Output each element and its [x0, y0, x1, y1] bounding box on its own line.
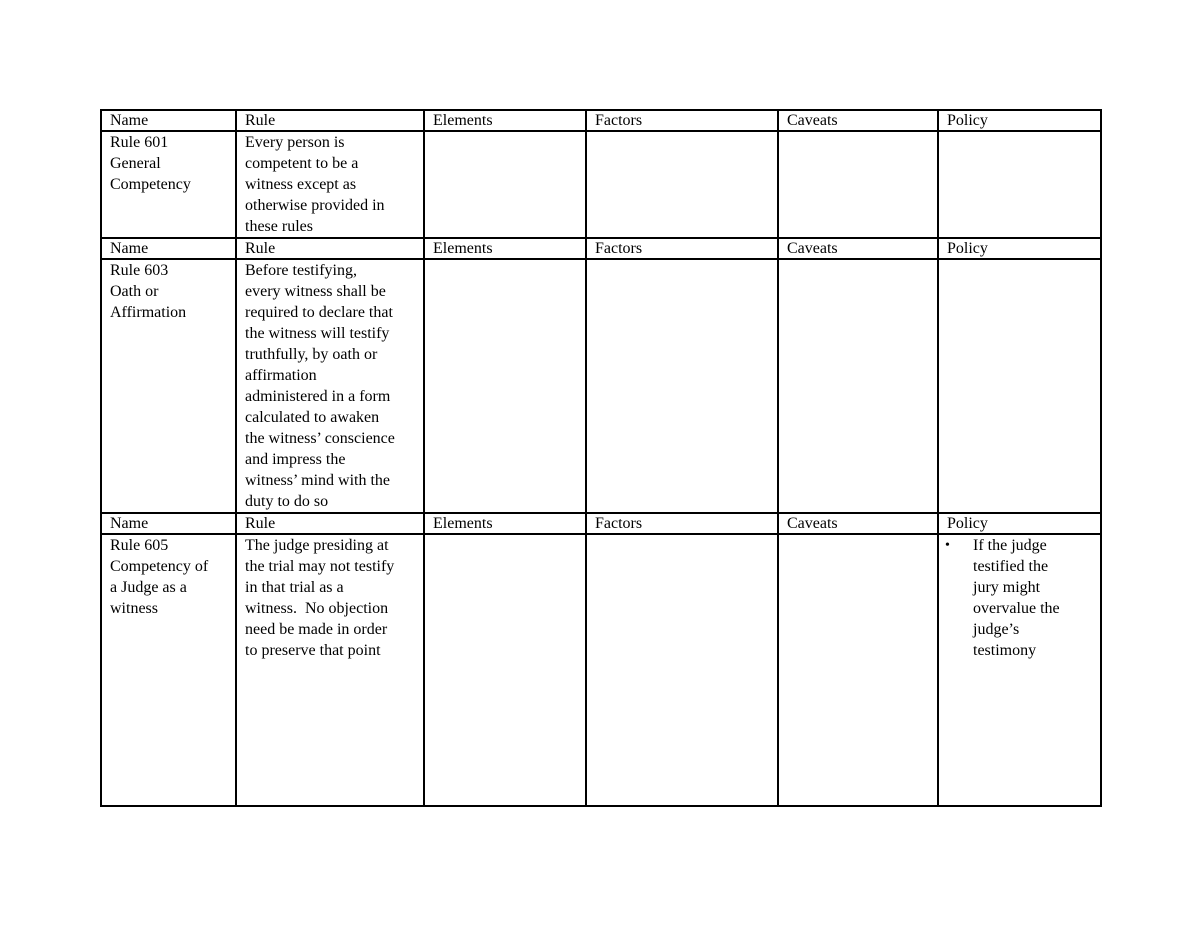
table-row — [101, 259, 1101, 513]
rule-text-line: every witness shall be — [245, 283, 386, 300]
rule-text-line: the witness’ conscience — [245, 430, 395, 447]
policy-cell — [938, 131, 1101, 238]
rule-text-line: witness except as — [245, 176, 357, 193]
caveats-cell — [778, 534, 938, 806]
rule-text-line: affirmation — [245, 367, 317, 384]
table-row — [101, 131, 1101, 238]
header-elements: Elements — [424, 238, 586, 259]
rule-text-line: need be made in order — [245, 621, 388, 638]
rule-name-line: Oath or — [110, 283, 159, 300]
header-row — [101, 513, 1101, 534]
header-caveats: Caveats — [778, 513, 938, 534]
header-name: Name — [101, 238, 236, 259]
header-policy: Policy — [938, 110, 1101, 131]
factors-cell — [586, 259, 778, 513]
policy-line: jury might — [973, 579, 1041, 596]
elements-cell — [424, 534, 586, 806]
policy-line: testimony — [973, 642, 1037, 659]
rule-text-line: competent to be a — [245, 155, 359, 172]
evidence-rules-table — [100, 109, 1102, 807]
rule-text-cell — [236, 534, 424, 806]
header-row — [101, 238, 1101, 259]
header-elements: Elements — [424, 513, 586, 534]
rule-text-line: and impress the — [245, 451, 346, 468]
policy-line: testified the — [973, 558, 1049, 575]
bullet-icon: • — [945, 538, 950, 553]
header-factors: Factors — [586, 238, 778, 259]
header-policy: Policy — [938, 238, 1101, 259]
header-rule: Rule — [236, 238, 424, 259]
policy-line: judge’s — [973, 621, 1020, 638]
rule-name-line: Rule 603 — [110, 262, 169, 279]
elements-cell — [424, 259, 586, 513]
table-row — [101, 534, 1101, 806]
header-policy: Policy — [938, 513, 1101, 534]
header-caveats: Caveats — [778, 238, 938, 259]
rule-text-line: duty to do so — [245, 493, 329, 510]
header-rule: Rule — [236, 110, 424, 131]
caveats-cell — [778, 131, 938, 238]
rule-text-line: administered in a form — [245, 388, 391, 405]
rule-name-line: Competency of — [110, 558, 209, 575]
rule-name-cell — [101, 131, 236, 238]
rule-text-line: otherwise provided in — [245, 197, 385, 214]
policy-list — [947, 535, 1094, 661]
rule-name-line: General — [110, 155, 161, 172]
header-rule: Rule — [236, 513, 424, 534]
rule-text-line: these rules — [245, 218, 313, 235]
header-caveats: Caveats — [778, 110, 938, 131]
rule-text-line: required to declare that — [245, 304, 393, 321]
rule-name-line: Competency — [110, 176, 191, 193]
rule-text-line: truthfully, by oath or — [245, 346, 378, 363]
rule-text-line: witness’ mind with the — [245, 472, 391, 489]
rule-text-line: in that trial as a — [245, 579, 344, 596]
rule-text-line: calculated to awaken — [245, 409, 380, 426]
header-factors: Factors — [586, 513, 778, 534]
header-factors: Factors — [586, 110, 778, 131]
rule-name-line: a Judge as a — [110, 579, 187, 596]
header-row — [101, 110, 1101, 131]
policy-list-item — [945, 535, 1094, 661]
factors-cell — [586, 131, 778, 238]
rule-text-cell — [236, 131, 424, 238]
header-name: Name — [101, 110, 236, 131]
policy-cell — [938, 259, 1101, 513]
rule-text-line: the trial may not testify — [245, 558, 395, 575]
rule-name-cell — [101, 259, 236, 513]
policy-line: overvalue the — [973, 600, 1060, 617]
rule-text-line: the witness will testify — [245, 325, 390, 342]
rule-text-cell — [236, 259, 424, 513]
header-name: Name — [101, 513, 236, 534]
rule-name-line: Rule 605 — [110, 537, 169, 554]
rule-name-cell — [101, 534, 236, 806]
rule-text-line: Before testifying, — [245, 262, 357, 279]
rule-text-line: witness. No objection — [245, 600, 389, 617]
rule-name-line: Affirmation — [110, 304, 187, 321]
rule-name-line: Rule 601 — [110, 134, 169, 151]
header-elements: Elements — [424, 110, 586, 131]
rule-name-line: witness — [110, 600, 158, 617]
caveats-cell — [778, 259, 938, 513]
rule-text-line: The judge presiding at — [245, 537, 389, 554]
policy-cell — [938, 534, 1101, 806]
elements-cell — [424, 131, 586, 238]
policy-line: If the judge — [973, 537, 1047, 554]
rule-text-line: Every person is — [245, 134, 345, 151]
factors-cell — [586, 534, 778, 806]
rule-text-line: to preserve that point — [245, 642, 381, 659]
